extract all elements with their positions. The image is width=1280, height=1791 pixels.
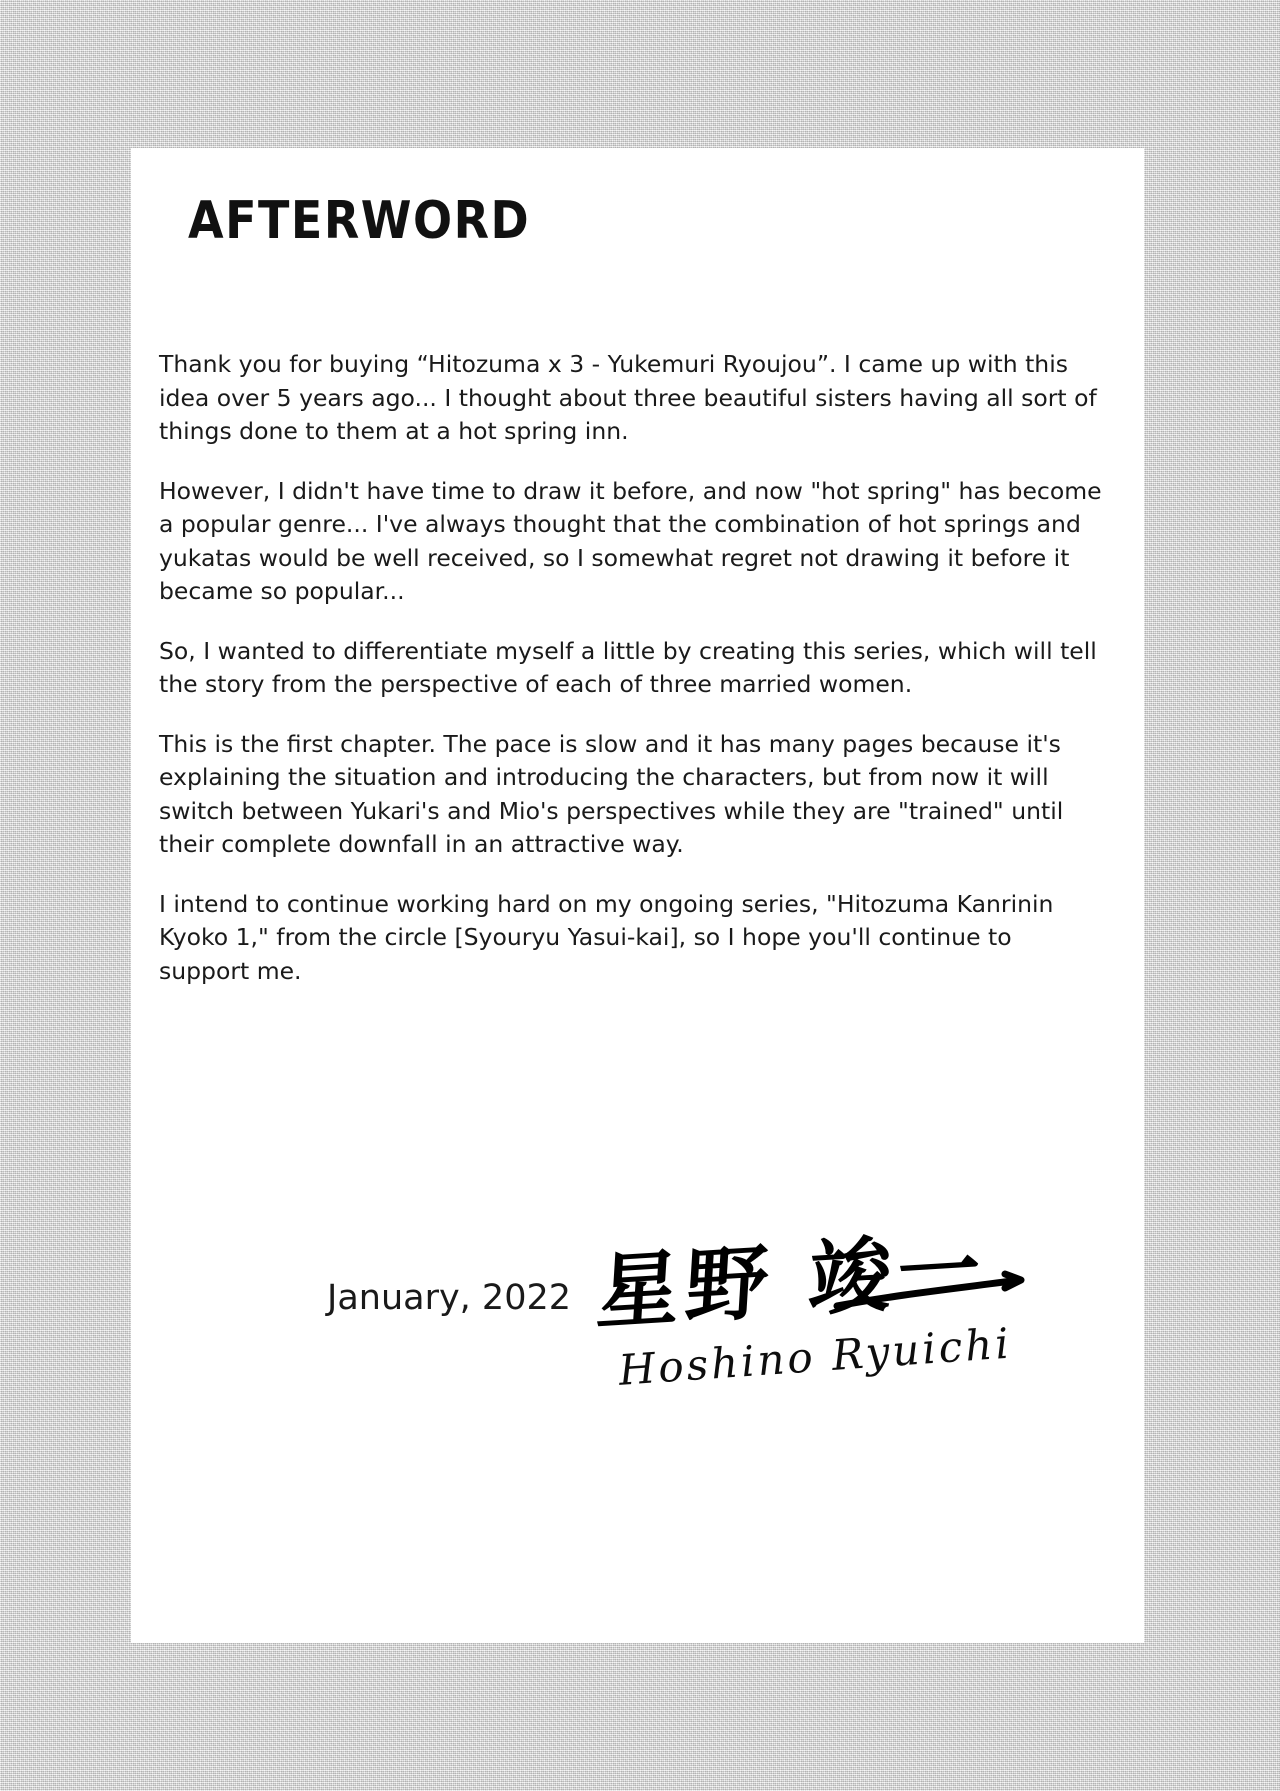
date-line: January, 2022	[327, 1278, 572, 1318]
afterword-body	[159, 348, 1109, 1014]
signature	[594, 1221, 1031, 1478]
signature-romanized: Hoshino Ryuichi	[617, 1318, 1014, 1395]
paragraph: This is the first chapter. The pace is slow and it has many pages because it's explaining the situation and introducing the characters, but from now it will switch between Yukari's and Mio's perspectives while they are "trained" until their complete downfall in an attractive way.	[159, 729, 1064, 858]
afterword-page	[131, 148, 1144, 1643]
paragraph: I intend to continue working hard on my ongoing series, "Hitozuma Kanrinin Kyoko 1," from the circle [Syouryu Yasui-kai], so I hope you'll continue to support me.	[159, 889, 1054, 985]
paragraph: However, I didn't have time to draw it before, and now "hot spring" has become a popular genre... I've always thought that the combination of hot springs and yukatas would be well received, so I somewhat regret not drawing it before it became so popular...	[159, 476, 1102, 605]
paragraph: Thank you for buying “Hitozuma x 3 - Yukemuri Ryoujou”. I came up with this idea over 5 years ago... I thought about three beautiful sisters having all sort of things done to them at a hot spring inn.	[159, 350, 1097, 445]
paragraph: So, I wanted to differentiate myself a little by creating this series, which will tell the story from the perspective of each of three married women.	[159, 636, 1097, 698]
signature-kanji: 星野 竣一	[594, 1221, 989, 1341]
page-title: AFTERWORD	[188, 190, 531, 251]
